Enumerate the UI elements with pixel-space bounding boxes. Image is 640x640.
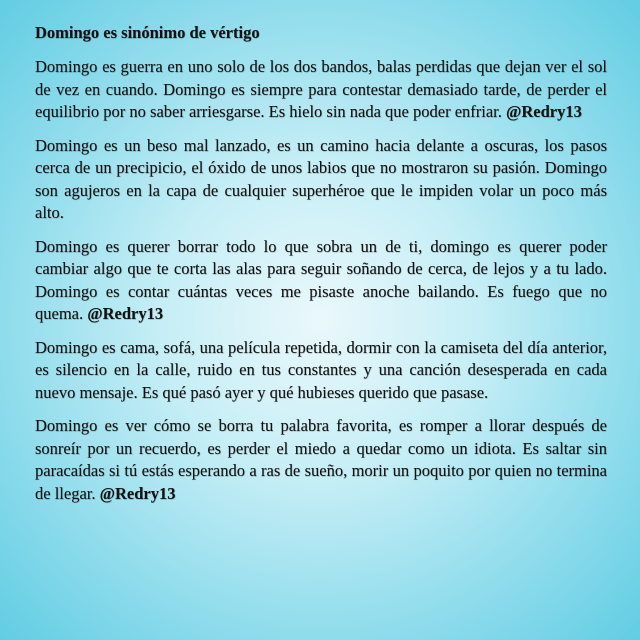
page-title: Domingo es sinónimo de vértigo (35, 23, 260, 42)
paragraph-1 (35, 56, 607, 124)
paragraph-5 (35, 415, 607, 505)
paragraph-text: Domingo es guerra en uno solo de los dos bandos, balas perdidas que dejan ver el sol de vez en cuando. Domingo es siempre para contestar demasiado tarde, de perder el equilibrio por no saber arriesgarse. Es hielo sin nada que poder enfriar. (35, 57, 607, 121)
paragraph-text: Domingo es cama, sofá, una película repetida, dormir con la camiseta del día anterior, es silencio en la calle, ruido en tus constantes y una canción desesperada en cada nuevo mensaje. Es qué pasó ayer y qué hubieses querido que pasase. (35, 337, 607, 402)
paragraph-3 (35, 236, 607, 326)
paragraph-text: Domingo es ver cómo se borra tu palabra favorita, es romper a llorar después de sonreír por un recuerdo, es perder el miedo a quedar como un idiota. Es saltar sin paracaídas si tú estás esperando a ras de sueño, morir un poquito por quien no termina de llegar. (35, 416, 607, 503)
paragraph-text: Domingo es querer borrar todo lo que sobra un de ti, domingo es querer poder cambiar algo que te corta las alas para seguir soñando de cerca, de lejos y a tu lado. Domingo es contar cuántas veces me pisaste anoche bailando. Es fuego que no quema. (35, 236, 607, 323)
paragraph-4 (35, 337, 607, 405)
author-handle: @Redry13 (99, 483, 176, 503)
paragraph-text: Domingo es un beso mal lanzado, es un camino hacia delante a oscuras, los pasos cerca de un precipicio, el óxido de unos labios que no mostraron su pasión. Domingo son agujeros en la capa de cualquier superhéroe que le impiden volar un poco más alto. (35, 135, 607, 222)
author-handle: @Redry13 (506, 102, 582, 121)
paragraph-2 (35, 135, 607, 225)
author-handle: @Redry13 (87, 304, 164, 323)
